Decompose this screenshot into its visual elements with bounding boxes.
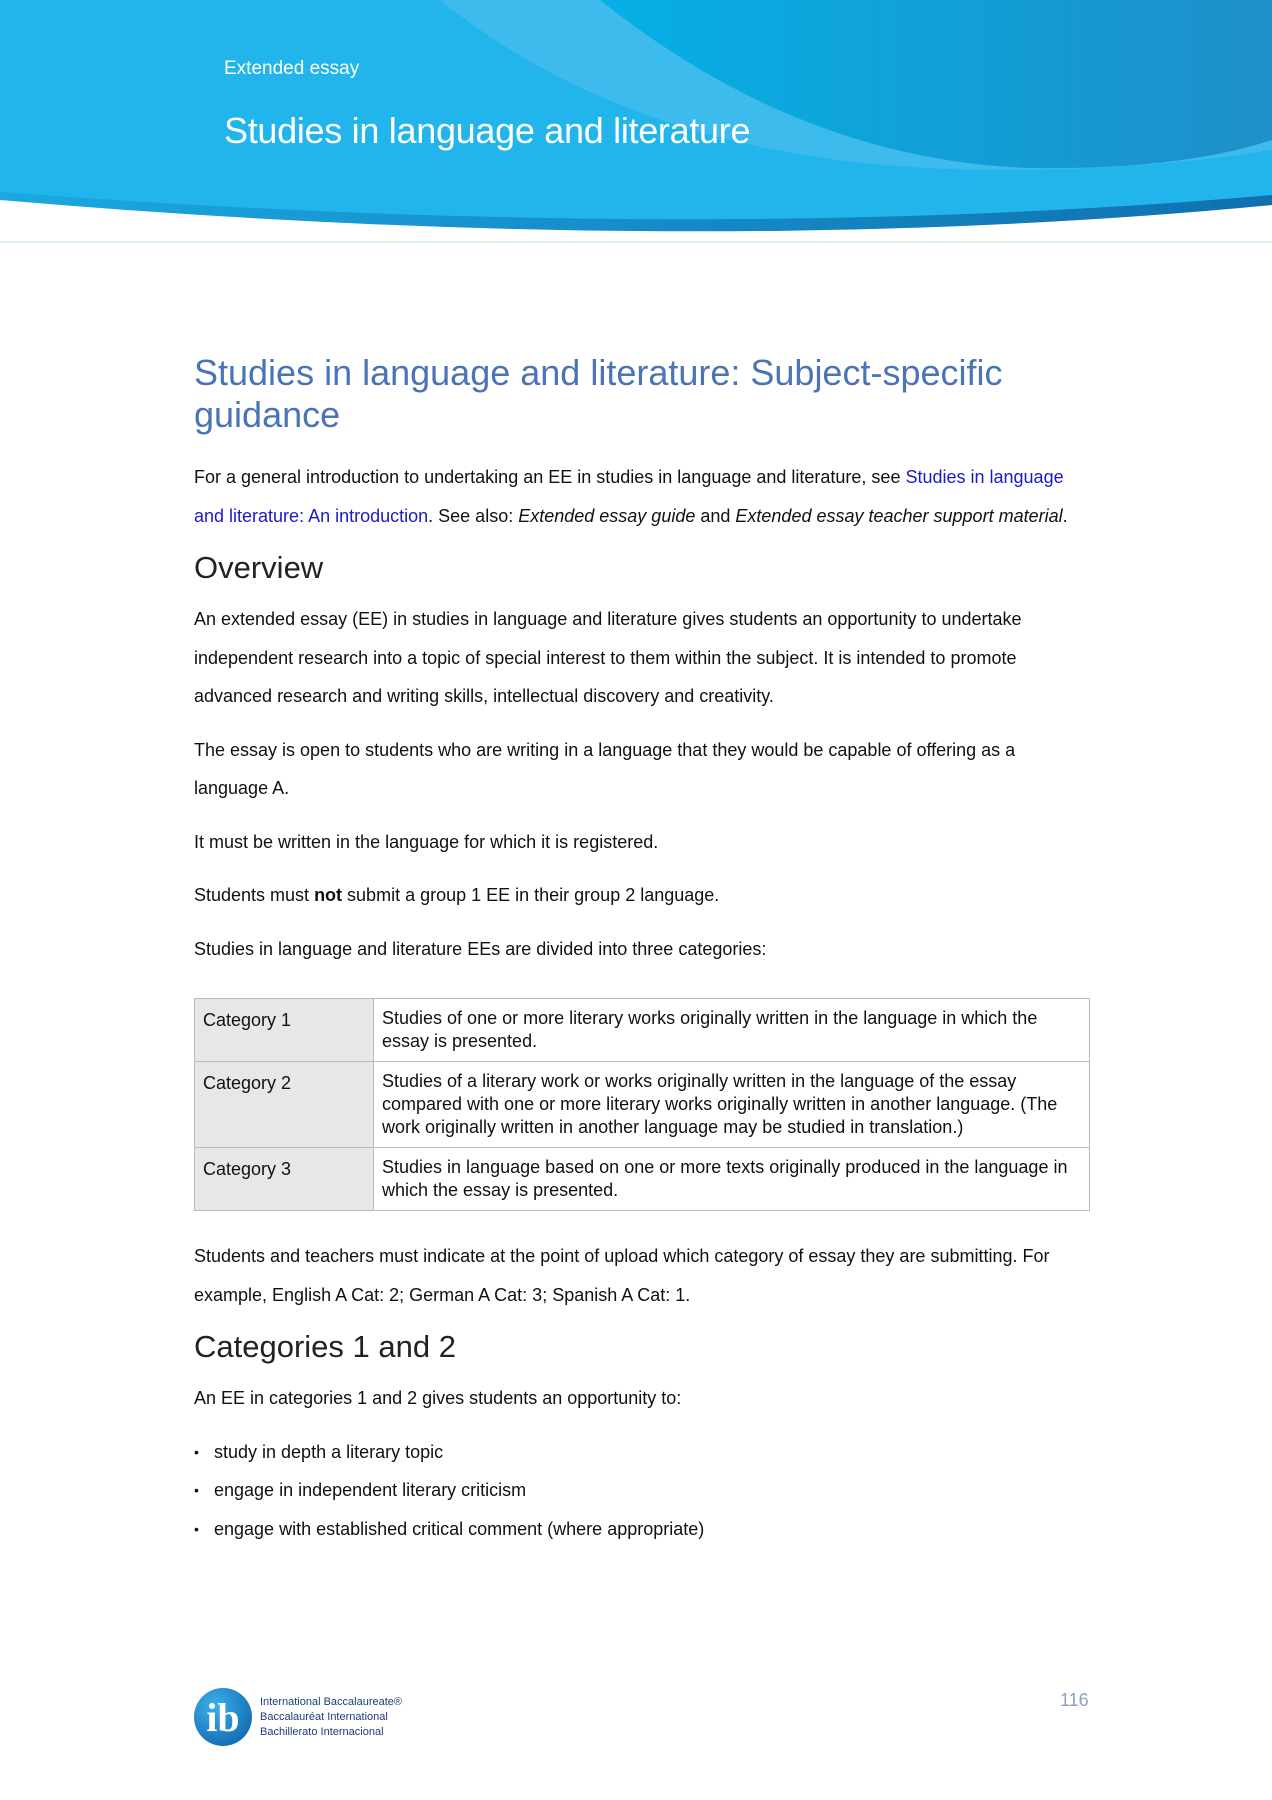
- header-section-label: Extended essay: [224, 58, 360, 79]
- list-item: • study in depth a literary topic: [194, 1433, 1094, 1472]
- ib-logo-text: [260, 1695, 402, 1740]
- text: Students must: [194, 885, 315, 905]
- list-item: • engage with established critical comment (where appropriate): [194, 1510, 1094, 1549]
- tsm-title: Extended essay teacher support material: [735, 505, 1063, 526]
- logo-line: Bachillerato Internacional: [260, 1725, 384, 1738]
- category-cell: Category 3: [195, 1148, 374, 1211]
- table-row: [195, 1062, 1090, 1148]
- description-cell: Studies of one or more literary works originally written in the language in which the essay is presented.: [374, 999, 1090, 1062]
- table-row: [195, 999, 1090, 1062]
- paragraph: Students and teachers must indicate at the point of upload which category of essay they are submitting. For example, English A Cat: 2; German A Cat: 3; Spanish A Cat: 1.: [194, 1246, 1050, 1305]
- paragraph: An extended essay (EE) in studies in language and literature gives students an opportunity to undertake independent research into a topic of special interest to them within the subject. It is intended to promote advanced research and writing skills, intellectual discovery and creativity.: [194, 609, 1022, 706]
- logo-line: International Baccalaureate®: [260, 1695, 403, 1708]
- header-title: Studies in language and literature: [224, 110, 751, 151]
- intro-text: and: [695, 505, 736, 526]
- paragraph: Studies in language and literature EEs are divided into three categories:: [194, 938, 767, 959]
- intro-paragraph: [194, 458, 1094, 535]
- paragraph: An EE in categories 1 and 2 gives students an opportunity to:: [194, 1388, 682, 1408]
- page-number: 116: [1060, 1690, 1089, 1710]
- intro-text: .: [1062, 505, 1068, 526]
- bullet-list: [194, 1433, 1094, 1549]
- emphasis: not: [314, 885, 343, 905]
- intro-link[interactable]: Studies in language and literature: An introduction: [194, 467, 1064, 526]
- ib-logo: [194, 1688, 402, 1746]
- table-row: [195, 1148, 1090, 1211]
- intro-text: For a general introduction to undertaking an EE in studies in language and literature, see: [194, 467, 906, 487]
- categories-table: [194, 998, 1090, 1211]
- paragraph: [194, 876, 1094, 915]
- paragraph: The essay is open to students who are writing in a language that they would be capable of offering as a language A.: [194, 739, 1016, 798]
- overview-heading: Overview: [194, 550, 324, 585]
- page-header-banner: [0, 0, 1272, 250]
- description-cell: Studies in language based on one or more texts originally produced in the language in which the essay is presented.: [374, 1148, 1090, 1211]
- description-cell: Studies of a literary work or works originally written in the language of the essay compared with one or more literary works originally written in another language. (The work originally written in another language may be studied in translation.): [374, 1062, 1090, 1148]
- paragraph: It must be written in the language for which it is registered.: [194, 831, 659, 852]
- document-body: [194, 352, 1094, 1548]
- page-title: Studies in language and literature: Subject-specific guidance: [194, 352, 1003, 435]
- text: submit a group 1 EE in their group 2 language.: [342, 885, 720, 905]
- guide-title: Extended essay guide: [518, 505, 696, 526]
- categories-heading: Categories 1 and 2: [194, 1329, 456, 1364]
- category-cell: Category 1: [195, 999, 374, 1062]
- intro-text: . See also:: [428, 505, 519, 526]
- ib-logo-mark: ib: [194, 1688, 252, 1746]
- logo-line: Baccalauréat International: [260, 1710, 388, 1723]
- category-cell: Category 2: [195, 1062, 374, 1148]
- list-item: • engage in independent literary criticism: [194, 1471, 1094, 1510]
